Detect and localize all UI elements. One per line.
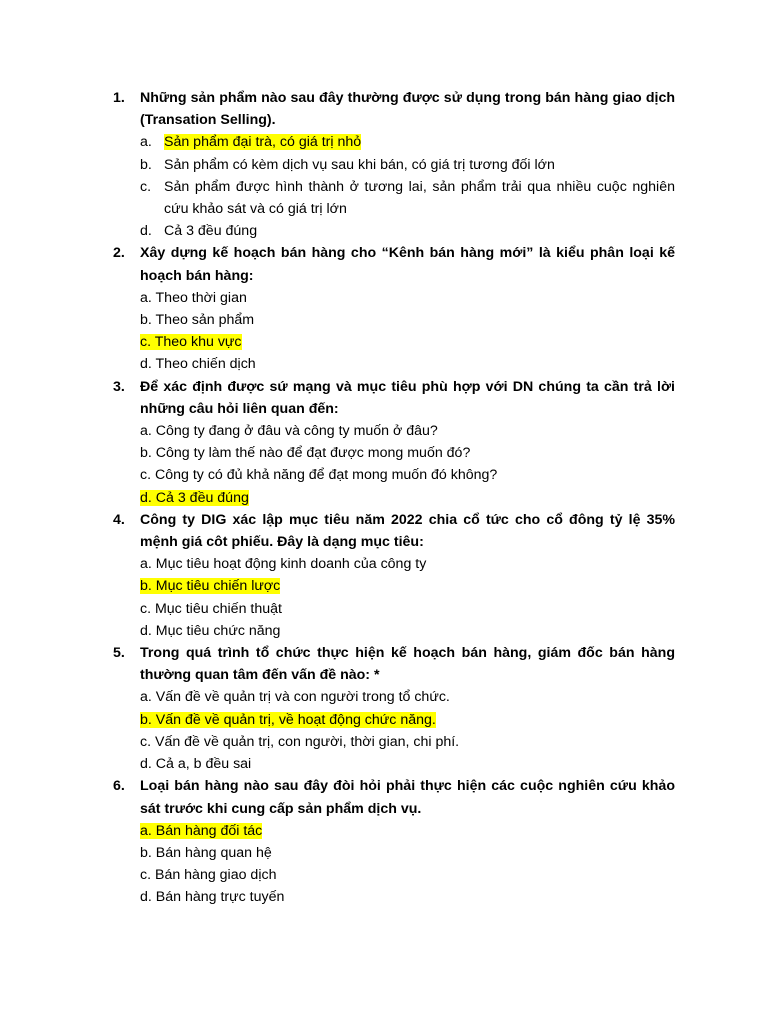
question-4 [113, 509, 675, 642]
option-text: a. Công ty đang ở đâu và công ty muốn ở đâu? [140, 423, 438, 440]
answer-option [140, 886, 675, 908]
highlighted-answer-text: Sản phẩm đại trà, có giá trị nhỏ [164, 134, 362, 151]
answer-option [140, 131, 675, 153]
question-text: Công ty DIG xác lập mục tiêu năm 2022 chia cổ tức cho cổ đông tỷ lệ 35% mệnh giá côt phiếu. Đây là dạng mục tiêu: [140, 511, 675, 551]
answer-option [140, 575, 675, 597]
option-text: c. Mục tiêu chiến thuật [140, 600, 282, 617]
option-letter: a. [140, 134, 152, 151]
question-text: Xây dựng kế hoạch bán hàng cho “Kênh bán hàng mới” là kiểu phân loại kế hoạch bán hàng: [140, 245, 675, 284]
answer-option [140, 686, 675, 708]
option-text: b. Theo sản phẩm [140, 312, 255, 329]
question-text: Để xác định được sứ mạng và mục tiêu phù hợp với DN chúng ta cần trả lời những câu hỏi liên quan đến: [140, 378, 675, 417]
question-number: 5. [113, 645, 125, 662]
option-text: d. Theo chiến dịch [140, 356, 256, 373]
answer-option [140, 353, 675, 375]
option-text: d. Bán hàng trực tuyến [140, 889, 285, 906]
answer-option [140, 442, 675, 464]
question-text: Trong quá trình tổ chức thực hiện kế hoạch bán hàng, giám đốc bán hàng thường quan tâm đến vấn đề nào: * [140, 645, 675, 684]
answer-option [140, 553, 675, 575]
highlighted-answer-text: d. Cả 3 đều đúng [140, 489, 249, 506]
option-text: Sản phẩm được hình thành ở tương lai, sản phẩm trải qua nhiều cuộc nghiên cứu khảo sát và có giá trị lớn [164, 178, 675, 218]
option-text: c. Vấn đề về quản trị, con người, thời gian, chi phí. [140, 733, 460, 750]
question-text: Loại bán hàng nào sau đây đòi hỏi phải thực hiện các cuộc nghiên cứu khảo sát trước khi cung cấp sản phẩm dịch vụ. [140, 778, 675, 817]
option-text: a. Theo thời gian [140, 289, 247, 306]
answer-option [140, 220, 675, 242]
answer-option [140, 464, 675, 486]
answer-option [140, 420, 675, 442]
option-letter: c. [140, 178, 152, 195]
question-number: 4. [113, 511, 125, 528]
highlighted-answer-text: a. Bán hàng đối tác [140, 822, 263, 839]
answer-option [140, 487, 675, 509]
option-text: Cả 3 đều đúng [164, 223, 258, 240]
question-list [113, 87, 675, 909]
question-text: Những sản phẩm nào sau đây thường được sử dụng trong bán hàng giao dịch (Transation Selling). [140, 90, 675, 129]
question-number: 3. [113, 378, 125, 395]
question-6 [113, 775, 675, 908]
answer-option [140, 287, 675, 309]
highlighted-answer-text: b. Vấn đề về quản trị, về hoạt động chức năng. [140, 711, 436, 728]
question-1 [113, 87, 675, 242]
answer-option [140, 731, 675, 753]
answer-option [140, 176, 675, 220]
answer-option [140, 598, 675, 620]
question-3 [113, 376, 675, 509]
answer-option [140, 620, 675, 642]
option-text: d. Mục tiêu chức năng [140, 622, 281, 639]
option-text: b. Công ty làm thế nào để đạt được mong muốn đó? [140, 445, 471, 462]
option-text: a. Vấn đề về quản trị và con người trong tổ chức. [140, 689, 450, 706]
answer-option [140, 309, 675, 331]
option-text: a. Mục tiêu hoạt động kinh doanh của công ty [140, 556, 427, 573]
highlighted-answer-text: c. Theo khu vực [140, 334, 242, 351]
answer-option [140, 864, 675, 886]
question-number: 2. [113, 245, 125, 262]
question-number: 1. [113, 90, 125, 106]
option-text: Sản phẩm có kèm dịch vụ sau khi bán, có giá trị tương đối lớn [164, 156, 555, 173]
option-text: c. Công ty có đủ khả năng để đạt mong muốn đó không? [140, 467, 498, 484]
option-text: d. Cả a, b đều sai [140, 756, 252, 773]
question-number: 6. [113, 778, 125, 795]
answer-option [140, 331, 675, 353]
answer-option [140, 154, 675, 176]
option-letter: b. [140, 156, 152, 173]
question-5 [113, 642, 675, 775]
answer-option [140, 753, 675, 775]
highlighted-answer-text: b. Mục tiêu chiến lược [140, 578, 281, 595]
option-text: b. Bán hàng quan hệ [140, 844, 272, 861]
answer-option [140, 842, 675, 864]
option-letter: d. [140, 223, 152, 240]
answer-option [140, 709, 675, 731]
option-text: c. Bán hàng giao dịch [140, 867, 277, 884]
answer-option [140, 820, 675, 842]
question-2 [113, 242, 675, 375]
